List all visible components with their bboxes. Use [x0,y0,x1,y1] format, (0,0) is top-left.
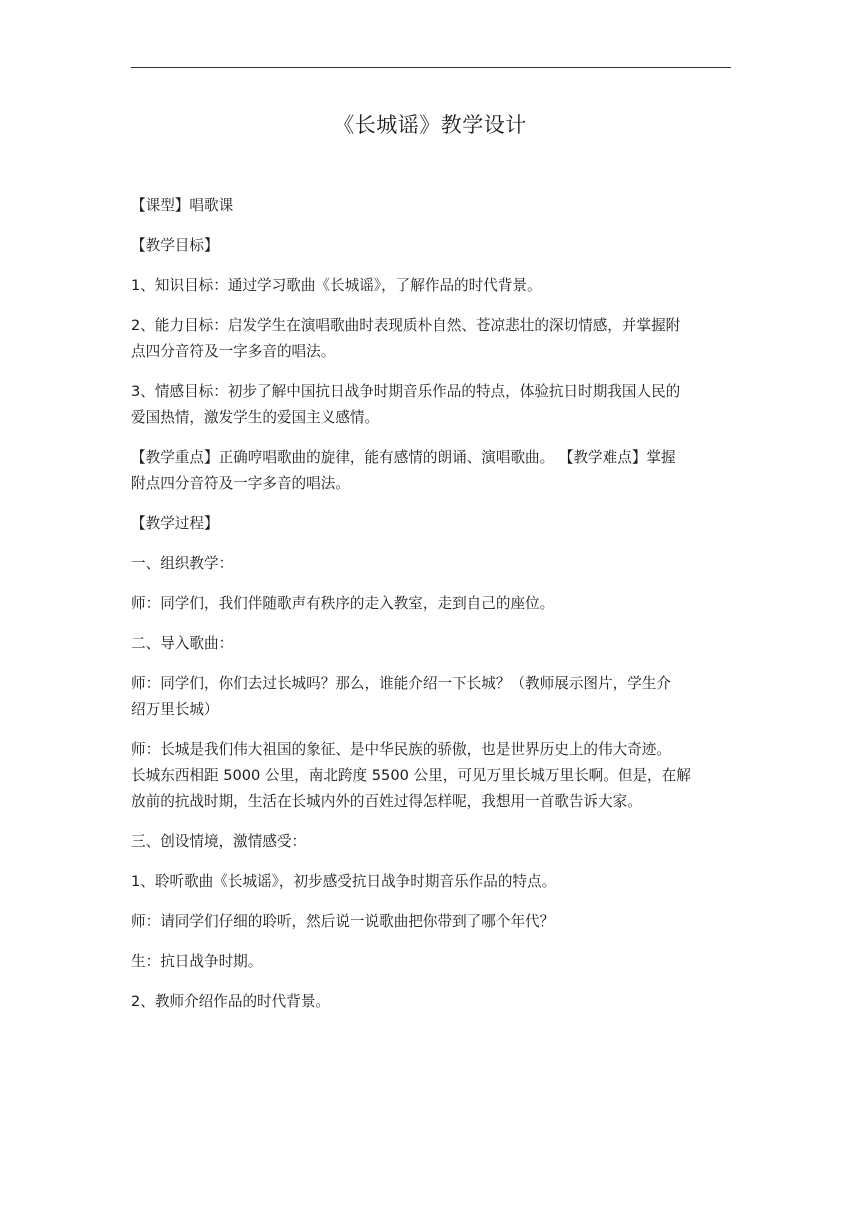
document-body [131,193,729,1029]
paragraph-line: 1、聆听歌曲《长城谣》，初步感受抗日战争时期音乐作品的特点。 [131,873,557,890]
paragraph-line: 三、创设情境，激情感受： [131,833,307,850]
paragraph [131,379,729,431]
paragraph [131,631,729,657]
paragraph-line: 【教学过程】 [131,515,219,532]
paragraph-line: 【课型】唱歌课 [131,197,234,214]
paragraph-line: 点四分音符及一字多音的唱法。 [131,343,336,360]
paragraph [131,193,729,219]
paragraph [131,949,729,975]
header-rule [131,67,731,68]
paragraph-line: 师：长城是我们伟大祖国的象征、是中华民族的骄傲，也是世界历史上的伟大奇迹。 [131,741,671,758]
paragraph-line: 师：请同学们仔细的聆听，然后说一说歌曲把你带到了哪个年代？ [131,913,555,930]
paragraph-line: 师：同学们，你们去过长城吗？那么，谁能介绍一下长城？（教师展示图片，学生介 [131,675,671,692]
paragraph-line: 1、知识目标：通过学习歌曲《长城谣》，了解作品的时代背景。 [131,277,542,294]
paragraph-line: 2、教师介绍作品的时代背景。 [131,993,331,1010]
paragraph [131,551,729,577]
paragraph-line: 师：同学们，我们伴随歌声有秩序的走入教室，走到自己的座位。 [131,595,555,612]
paragraph-line: 3、情感目标：初步了解中国抗日战争时期音乐作品的特点，体验抗日时期我国人民的 [131,383,681,400]
document-title: 《长城谣》教学设计 [333,113,527,137]
paragraph [131,909,729,935]
paragraph-line: 爱国热情，激发学生的爱国主义感情。 [131,409,380,426]
paragraph-line: 放前的抗战时期，生活在长城内外的百姓过得怎样呢，我想用一首歌告诉大家。 [131,793,642,810]
paragraph-line: 绍万里长城） [131,701,219,718]
paragraph-line: 【教学重点】正确哼唱歌曲的旋律，能有感情的朗诵、演唱歌曲。 【教学难点】掌握 [131,449,676,466]
paragraph [131,313,729,365]
paragraph [131,989,729,1015]
paragraph-line: 一、组织教学： [131,555,234,572]
paragraph [131,511,729,537]
paragraph [131,445,729,497]
paragraph-line: 2、能力目标：启发学生在演唱歌曲时表现质朴自然、苍凉悲壮的深切情感，并掌握附 [131,317,681,334]
paragraph [131,737,729,815]
paragraph-line: 生：抗日战争时期。 [131,953,263,970]
paragraph [131,591,729,617]
paragraph [131,273,729,299]
paragraph [131,829,729,855]
paragraph-line: 【教学目标】 [131,237,219,254]
paragraph [131,233,729,259]
paragraph-line: 附点四分音符及一字多音的唱法。 [131,475,350,492]
paragraph-line: 长城东西相距 5000 公里，南北跨度 5500 公里，可见万里长城万里长啊。但是，在解 [131,767,691,784]
paragraph [131,671,729,723]
paragraph-line: 二、导入歌曲： [131,635,234,652]
paragraph [131,869,729,895]
